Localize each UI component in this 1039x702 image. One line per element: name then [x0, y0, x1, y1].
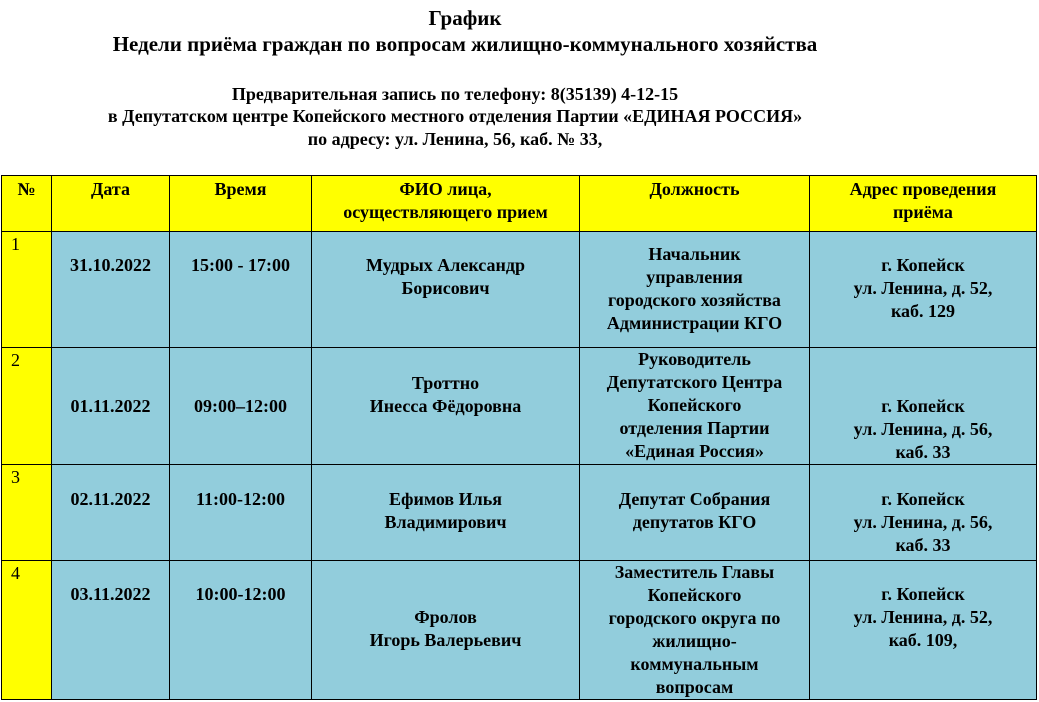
position-line: депутатов КГО	[632, 512, 757, 532]
position-line: Начальник	[648, 244, 741, 264]
name-line: Инесса Фёдоровна	[369, 396, 522, 416]
position-line: Депутат Собрания	[618, 489, 771, 509]
position-cell	[580, 348, 810, 465]
position-line: городского хозяйства	[608, 290, 781, 310]
position-line: Депутатского Центра	[606, 372, 783, 392]
name-line: Ефимов Илья	[389, 489, 502, 509]
table-row	[2, 348, 1037, 465]
column-header-label: ФИО лица,	[399, 179, 492, 199]
time-value: 10:00-12:00	[195, 584, 286, 604]
address-line: каб. 109,	[888, 630, 958, 650]
time-value: 09:00–12:00	[194, 396, 287, 416]
column-header-label: Адрес проведения	[849, 179, 997, 199]
address-cell	[810, 232, 1037, 348]
page-subtitle: Недели приёма граждан по вопросам жилищно-коммунального хозяйства	[112, 32, 818, 56]
date-cell	[52, 348, 170, 465]
name-cell	[312, 232, 580, 348]
table-row	[2, 561, 1037, 700]
position-line: отделения Партии	[619, 418, 770, 438]
name-cell	[312, 561, 580, 700]
column-header-label: №	[17, 179, 36, 199]
schedule-table	[1, 175, 1037, 700]
row-number: 3	[2, 465, 52, 561]
table-row	[2, 232, 1037, 348]
position-line: жилищно-	[652, 631, 737, 651]
column-header-label: Должность	[649, 179, 740, 199]
column-header-number	[2, 176, 52, 232]
date-cell	[52, 561, 170, 700]
address-cell	[810, 348, 1037, 465]
time-cell	[170, 465, 312, 561]
position-line: управления	[646, 267, 743, 287]
column-header-label: приёма	[893, 202, 953, 222]
address-cell	[810, 465, 1037, 561]
position-line: Копейского	[647, 585, 742, 605]
name-cell	[312, 465, 580, 561]
address-cell	[810, 561, 1037, 700]
date-cell	[52, 232, 170, 348]
name-line: Троттно	[411, 373, 480, 393]
address-line: каб. 129	[890, 301, 956, 321]
position-line: Руководитель	[638, 349, 751, 369]
position-line: «Единая Россия»	[625, 441, 764, 461]
position-line: Администрации КГО	[606, 313, 783, 333]
date-cell	[52, 465, 170, 561]
address-line: г. Копейск	[881, 584, 965, 604]
address-line: ул. Ленина, д. 52,	[853, 278, 993, 298]
date-value: 01.11.2022	[70, 396, 151, 416]
column-header-name	[312, 176, 580, 232]
position-line: вопросам	[655, 677, 734, 697]
table-header-row	[2, 176, 1037, 232]
date-value: 02.11.2022	[70, 489, 151, 509]
row-number: 4	[2, 561, 52, 700]
date-value: 31.10.2022	[70, 255, 151, 275]
column-header-date	[52, 176, 170, 232]
table-row	[2, 465, 1037, 561]
time-cell	[170, 232, 312, 348]
name-line: Борисович	[401, 278, 490, 298]
position-line: Копейского	[647, 395, 742, 415]
page-title: График	[428, 6, 502, 30]
position-line: городского округа по	[608, 608, 781, 628]
time-value: 11:00-12:00	[196, 489, 285, 509]
time-cell	[170, 561, 312, 700]
name-cell	[312, 348, 580, 465]
address-line: г. Копейск	[881, 255, 965, 275]
address-line: каб. 33	[895, 535, 951, 555]
address-line: г. Копейск	[881, 489, 965, 509]
name-line: Фролов	[414, 607, 477, 627]
row-number: 2	[2, 348, 52, 465]
row-number: 1	[2, 232, 52, 348]
address-info: по адресу: ул. Ленина, 56, каб. № 33,	[307, 129, 603, 149]
address-line: каб. 33	[895, 442, 951, 462]
position-line: коммунальным	[630, 654, 759, 674]
time-value: 15:00 - 17:00	[191, 255, 290, 275]
column-header-address	[810, 176, 1037, 232]
column-header-label: Дата	[91, 179, 130, 199]
address-line: ул. Ленина, д. 56,	[853, 419, 993, 439]
address-line: ул. Ленина, д. 56,	[853, 512, 993, 532]
position-cell	[580, 465, 810, 561]
column-header-time	[170, 176, 312, 232]
address-line: г. Копейск	[881, 396, 965, 416]
location-info: в Депутатском центре Копейского местного отделения Партии «ЕДИНАЯ РОССИЯ»	[107, 106, 803, 126]
position-cell	[580, 561, 810, 700]
phone-info: Предварительная запись по телефону: 8(35139) 4-12-15	[231, 84, 679, 104]
column-header-label: Время	[214, 179, 267, 199]
address-line: ул. Ленина, д. 52,	[853, 607, 993, 627]
name-line: Мудрых Александр	[366, 255, 525, 275]
position-line: Заместитель Главы	[614, 562, 775, 582]
name-line: Игорь Валерьевич	[369, 630, 522, 650]
name-line: Владимирович	[384, 512, 507, 532]
position-cell	[580, 232, 810, 348]
column-header-position	[580, 176, 810, 232]
time-cell	[170, 348, 312, 465]
date-value: 03.11.2022	[70, 584, 151, 604]
column-header-label: осуществляющего прием	[343, 202, 548, 222]
